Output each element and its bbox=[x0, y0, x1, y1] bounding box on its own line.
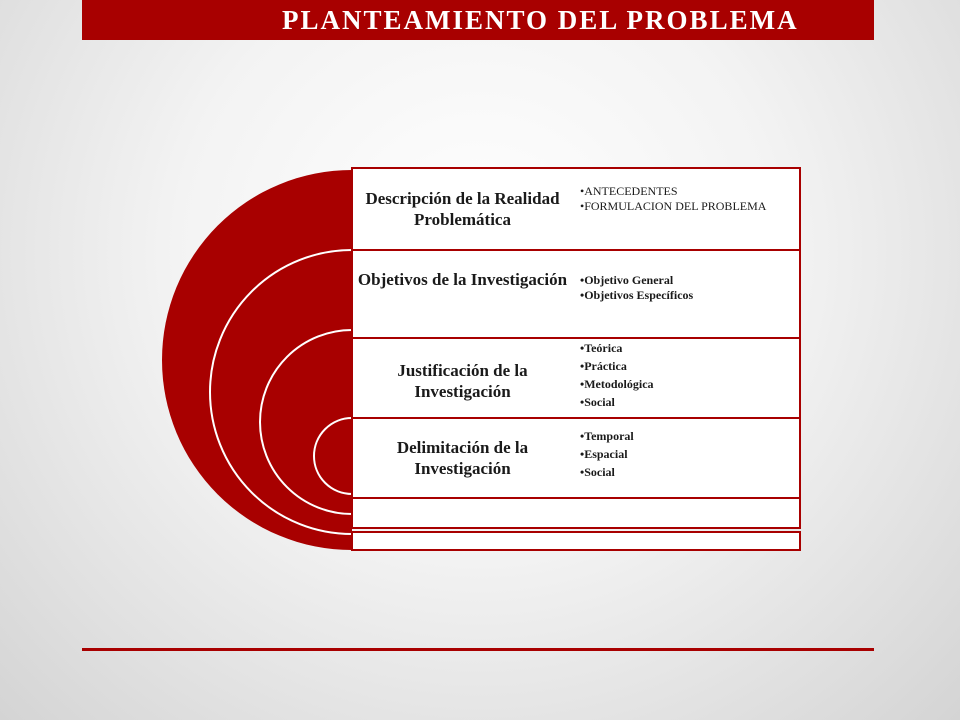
row-title-delimitacion: Delimitación de la Investigación bbox=[396, 438, 529, 478]
bullet-item: • Teórica bbox=[580, 339, 780, 357]
bullet-item: • FORMULACION DEL PROBLEMA bbox=[580, 199, 780, 214]
row-box-6 bbox=[352, 532, 800, 550]
row-bullets-delimitacion bbox=[580, 427, 780, 481]
bullet-item: • Temporal bbox=[580, 427, 780, 445]
row-bullets-objetivos bbox=[580, 273, 780, 303]
row-box-5 bbox=[352, 498, 800, 528]
row-title-descripcion: Descripción de la Realidad Problemática bbox=[365, 189, 560, 229]
bullet-item: • Metodológica bbox=[580, 375, 780, 393]
bullet-item: • ANTECEDENTES bbox=[580, 184, 780, 199]
bullet-item: • Práctica bbox=[580, 357, 780, 375]
bottom-divider bbox=[82, 648, 874, 651]
bullet-item: • Espacial bbox=[580, 445, 780, 463]
bullet-item: • Objetivo General bbox=[580, 273, 780, 288]
row-bullets-justificacion bbox=[580, 339, 780, 411]
slide-title: PLANTEAMIENTO DEL PROBLEMA bbox=[282, 5, 799, 35]
arc-outer bbox=[162, 170, 352, 550]
row-title-justificacion: Justificación de la Investigación bbox=[397, 361, 528, 401]
row-bullets-descripcion bbox=[580, 184, 780, 214]
row-title-objetivos: Objetivos de la Investigación bbox=[357, 270, 568, 289]
bullet-item: • Social bbox=[580, 393, 780, 411]
bullet-item: • Objetivos Específicos bbox=[580, 288, 780, 303]
bullet-item: • Social bbox=[580, 463, 780, 481]
